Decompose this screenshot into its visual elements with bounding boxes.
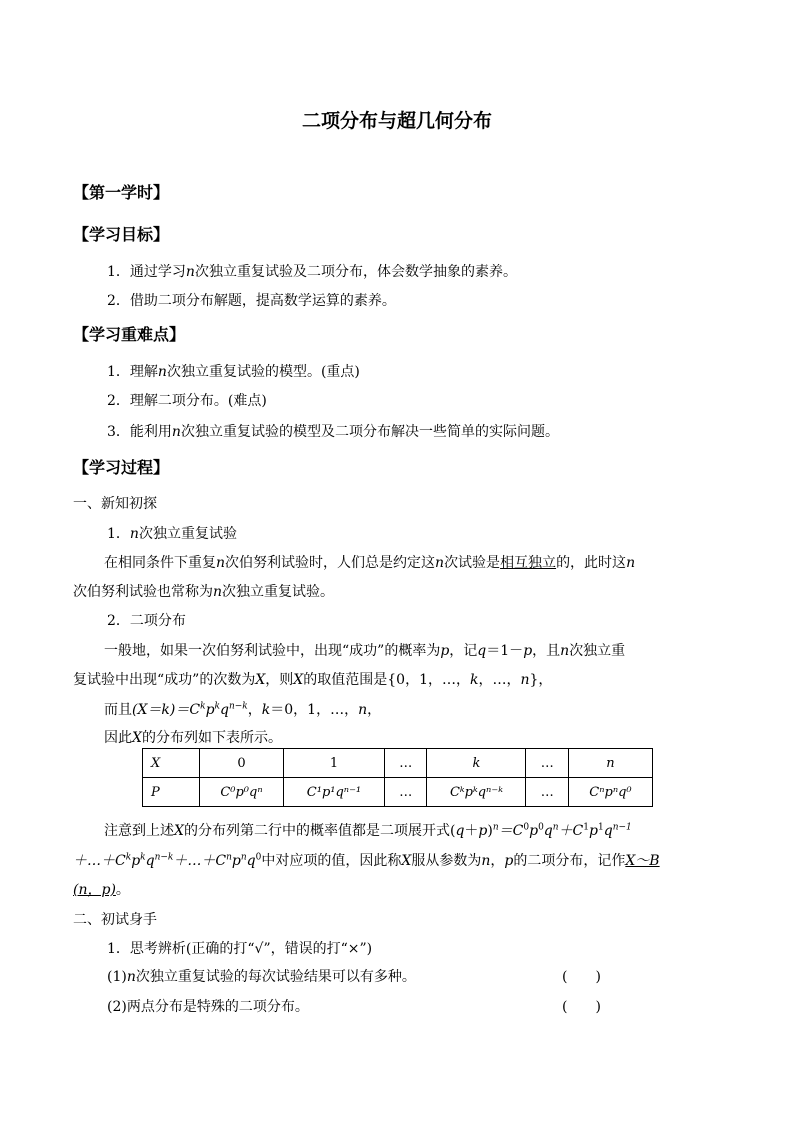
paragraph-4: 因此X的分布列如下表所示。 (104, 730, 282, 746)
table-cell: n (568, 749, 652, 778)
table-cell: X (143, 749, 200, 778)
paragraph-2-line-2: 复试验中出现“成功”的次数为X，则X的取值范围是{0，1，…，k，…，n}， (73, 672, 553, 688)
table-cell: Cᵏpᵏqⁿ⁻ᵏ (427, 778, 526, 807)
goal-1: 1．通过学习n次独立重复试验及二项分布，体会数学抽象的素养。 (107, 264, 517, 280)
part-heading-1: 一、新知初探 (73, 496, 157, 512)
note-line-1: 注意到上述X的分布列第二行中的概率值都是二项展开式$(q+p)^n=C^0p^0q^n+C^1p^1q^{n-1}$ (104, 822, 632, 839)
paragraph-1-line-1: 在相同条件下重复n次伯努利试验时，人们总是约定这n次试验是相互独立的，此时这n (104, 555, 636, 571)
difficulty-2: 2．理解二项分布。(难点) (107, 393, 267, 409)
table-cell: C¹p¹qⁿ⁻¹ (283, 778, 384, 807)
section-heading-lesson: 【第一学时】 (73, 183, 170, 202)
table-cell: 1 (283, 749, 384, 778)
paragraph-1-line-2: 次伯努利试验也常称为n次独立重复试验。 (73, 584, 335, 600)
item-1-heading: 1．n次独立重复试验 (107, 526, 237, 542)
paragraph-2-line-1: 一般地，如果一次伯努利试验中，出现“成功”的概率为p，记q＝1－p，且n次独立重 (104, 643, 626, 659)
part-heading-2: 二、初试身手 (73, 912, 157, 928)
item-2-heading: 2．二项分布 (107, 613, 186, 629)
table-row (143, 749, 653, 778)
question-1-statement-2: (2)两点分布是特殊的二项分布。 (107, 999, 309, 1015)
question-1: 1．思考辨析(正确的打“√”，错误的打“×”) (107, 941, 373, 957)
goal-2: 2．借助二项分布解题，提高数学运算的素养。 (107, 293, 396, 309)
table-cell: … (526, 778, 568, 807)
table-cell: Cⁿpⁿq⁰ (568, 778, 652, 807)
table-cell: … (526, 749, 568, 778)
table-cell: k (427, 749, 526, 778)
table-cell: 0 (200, 749, 284, 778)
question-1-statement-1: (1)n次独立重复试验的每次试验结果可以有多种。 (107, 969, 416, 985)
section-heading-goals: 【学习目标】 (73, 225, 170, 244)
answer-blank-2[interactable]: ( ) (562, 999, 601, 1015)
difficulty-3: 3．能利用n次独立重复试验的模型及二项分布解决一些简单的实际问题。 (107, 424, 559, 440)
difficulty-1: 1．理解n次独立重复试验的模型。(重点) (107, 364, 360, 380)
paragraph-3: 而且$(X=k)=C^kp^kq^{n-k}$，k＝0，1，…，n， (104, 701, 382, 718)
section-heading-difficulties: 【学习重难点】 (73, 325, 186, 344)
page-title: 二项分布与超几何分布 (301, 110, 492, 132)
table-cell: … (384, 778, 426, 807)
answer-blank-1[interactable]: ( ) (562, 969, 601, 985)
note-line-2: $+\dots+C^kp^kq^{n-k}+\dots+C^np^nq^0$中对应项的值，因此称X服从参数为n，p的二项分布，记作X～B (73, 852, 660, 869)
table-row (143, 778, 653, 807)
section-heading-process: 【学习过程】 (73, 458, 170, 477)
distribution-table (142, 748, 653, 807)
table-cell: … (384, 749, 426, 778)
table-cell: P (143, 778, 200, 807)
table-cell: C⁰p⁰qⁿ (200, 778, 284, 807)
note-line-3: (n，p)。 (73, 882, 130, 898)
